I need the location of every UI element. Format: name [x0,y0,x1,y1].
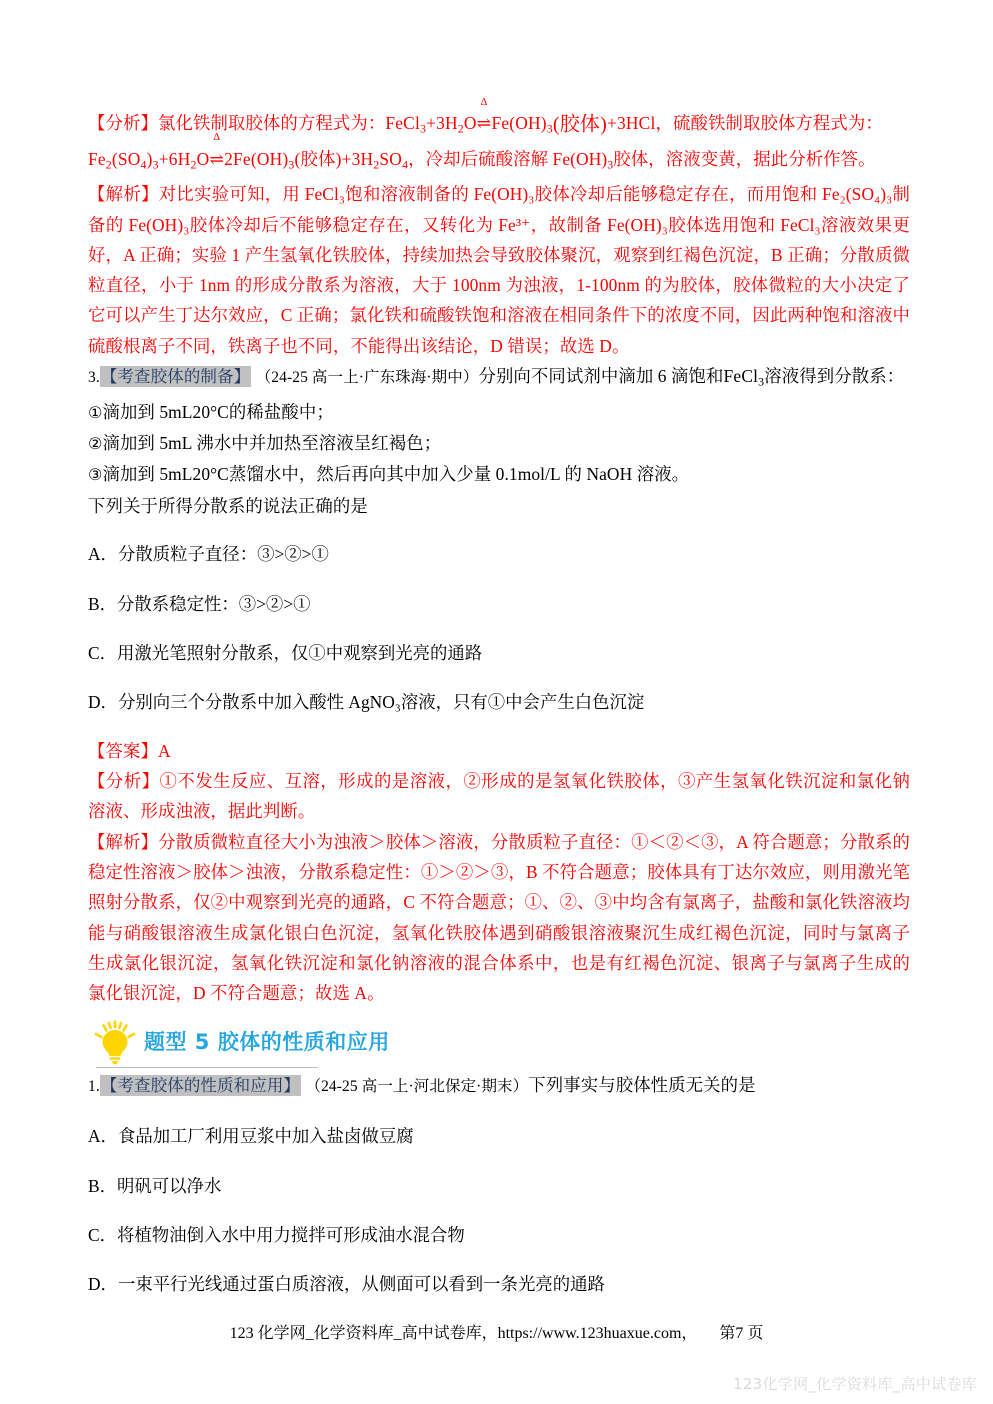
option-label: B． [88,1175,117,1196]
equation-fe2so43: $Fe_2(SO_4)_3+6H_2O$ Δ $\rightleftharpoons 2Fe(OH)_3$(胶体)$+3H_2SO_4$ [88,149,408,169]
condition-2 [88,428,910,459]
s5q1-stem [88,1070,910,1102]
condition-text: 滴加到 5mL20°C的稀盐酸中； [102,401,334,422]
sub: 3 [758,374,765,389]
answer-value: A [157,740,171,761]
arrow: ⇌ [209,148,225,169]
solution-label: 【解析】 [88,831,159,852]
option-text: 将植物油倒入水中用力搅拌可形成油水混合物 [117,1224,465,1245]
s5q1-option-d[interactable] [88,1268,910,1300]
section-title: 题型 5 胶体的性质和应用 [144,1030,390,1055]
question3-stem-text-2: 溶液得到分散系： [764,366,905,386]
q2-solution-paragraph [88,179,910,361]
question-number: 3. [88,369,100,386]
delta-symbol: Δ [480,95,488,108]
section-heading [88,1022,910,1066]
analysis-label: 【分析】 [88,771,160,792]
sub: 3 [152,156,159,171]
q2-analysis-paragraph [88,95,910,144]
option-label: D． [88,1274,118,1295]
condition-text: 滴加到 5mL 沸水中并加热至溶液呈红褐色； [102,432,442,453]
delta-symbol: Δ [213,131,221,144]
sub: 2 [373,156,380,171]
equilibrium-arrow-with-delta-2 [209,131,225,174]
option-label: B． [88,593,117,614]
question3-prompt: 下列关于所得分散系的说法正确的是 [88,495,368,516]
q2-analysis-paragraph-2 [88,131,910,180]
question3-option-d[interactable] [88,686,910,718]
option-text: 一束平行光线通过蛋白质溶液，从侧面可以看到一条光亮的通路 [117,1274,605,1295]
question-number: 1. [88,1078,100,1096]
question3-solution [88,827,910,1009]
option-text: 用激光笔照射分散系，仅①中观察到光亮的通路 [117,642,483,663]
sub: 2 [190,156,197,171]
option-label: A． [88,544,118,565]
analysis-text-1: 氯化铁制取胶体的方程式为： [157,113,386,133]
s5q1-option-a[interactable] [88,1120,910,1152]
equilibrium-arrow-with-delta [476,95,492,138]
condition-3 [88,459,910,490]
option-label: D． [88,692,118,713]
sub: 3 [419,121,427,136]
option-label: C． [88,642,117,663]
question-tag-badge[interactable]: 【考查胶体的性质和应用】 [100,1076,301,1096]
question-source: （24-25 高一上·广东珠海·期中） [255,369,479,386]
solution-text: 对比实验可知，用 FeCl₃饱和溶液制备的 Fe(OH)₃胶体冷却后能够稳定存在，而用饱和 Fe₂(SO₄)₃制备的 Fe(OH)₃胶体冷却后不能够稳定存在，又转化为 Fe³⁺，故制备 Fe(OH)₃胶体选用饱和 FeCl₃溶液效果更好，A 正确；实验 1 产生氢氧化铁胶体，持续加热会导致胶体聚沉，观察到红褐色沉淀，B 正确；分散质微粒直径，小于 1nm 的形成分散系为溶液，大于 100nm 为浊液，1-100nm 的为胶体，胶体微粒的大小决定了它可以产生丁达尔效应，C 正确；氯化铁和硫酸铁饱和溶液在相同条件下的浓度不同，因此两种饱和溶液中硫酸根离子不同，铁离子也不同，不能得出该结论，D 错误；故选 D。 [88,184,911,356]
s5q1-option-c[interactable] [88,1219,910,1251]
colloid-paren-2: (胶体) [294,148,342,169]
sub: 3 [546,121,553,136]
colloid-paren: (胶体) [552,113,607,136]
sub: 3 [607,156,614,171]
page-content [88,95,911,1318]
analysis-text-3: ，冷却后硫酸溶解 Fe(OH) [408,148,608,169]
sub: 2 [105,156,112,171]
circled-number: ② [88,433,103,453]
fecl3-formula: FeCl$_3$ [723,366,765,389]
arrow: ⇌ [476,113,492,133]
footer-text: 123 化学网_化学资料库_高中试卷库，https://www.123huaxue.com， [229,1325,698,1342]
question3-option-c[interactable] [88,637,910,669]
answer-label: 【答案】 [88,740,158,761]
option-label: C． [88,1224,117,1245]
option-text: 分散系稳定性：③>②>① [117,593,311,614]
analysis-text-4: 胶体，溶液变黄，据此分析作答。 [613,148,876,169]
section-divider [96,1067,318,1068]
page-footer [0,1320,993,1343]
option-text: 食品加工厂利用豆浆中加入盐卤做豆腐 [117,1126,414,1147]
question3-stem [88,361,910,397]
analysis-text: ①不发生反应、互溶，形成的是溶液，②形成的是氢氧化铁胶体，③产生氢氧化铁沉淀和氯化钠溶液、形成浊液，据此判断。 [88,771,910,822]
question3-answer [88,736,910,766]
question3-option-b[interactable] [88,588,910,620]
option-text: 明矾可以净水 [117,1175,222,1196]
equation-fecl3: $FeCl_3+3H_2O$ Δ $\rightleftharpoons Fe(OH)_3$(胶体)+3HCl [385,113,655,133]
circled-number: ③ [88,465,103,485]
question3-option-a[interactable] [88,538,910,570]
solution-text: 分散质微粒直径大小为浊液＞胶体＞溶液，分散质粒子直径：①＜②＜③，A 符合题意；分散系的稳定性溶液＞胶体＞浊液，分散系稳定性：①＞②＞③，B 不符合题意；胶体具有丁达尔效应，则用激光笔照射分散系，仅②中观察到光亮的通路，C 不符合题意；①、②、③中均含有氯离子，盐酸和氯化铁溶液均能与硝酸银溶液生成氯化银白色沉淀，氢氧化铁胶体遇到硝酸银溶液聚沉生成红褐色沉淀，同时与氯离子生成氯化银沉淀，氢氧化铁沉淀和氯化钠溶液的混合体系中，也是有红褐色沉淀、银离子与氯离子生成的氯化银沉淀，D 不符合题意；故选 A。 [88,831,910,1004]
sub: 4 [140,156,147,171]
circled-number: ① [88,402,103,422]
condition-1 [88,397,910,428]
condition-text: 滴加到 5mL20°C蒸馏水中，然后再向其中加入少量 0.1mol/L 的 NaOH 溶液。 [102,464,690,485]
sub: 4 [402,156,409,171]
page-number: 第7 页 [719,1325,764,1342]
option-text: 分别向三个分散系中加入酸性 AgNO₃溶液，只有①中会产生白色沉淀 [117,692,645,713]
lightbulb-icon [92,1020,138,1066]
question3-stem-text-1: 分别向不同试剂中滴加 6 滴饱和 [478,366,724,386]
question-source: （24-25 高一上·河北保定·期末） [305,1078,529,1096]
s5q1-stem-text: 下列事实与胶体性质无关的是 [528,1075,756,1096]
analysis-text-2: ，硫酸铁制取胶体方程式为： [655,113,883,133]
sub: 2 [457,121,464,136]
watermark: 123化学网_化学资料库_高中试卷库 [732,1375,977,1393]
question-tag-badge[interactable]: 【考查胶体的制备】 [100,367,251,386]
solution-label: 【解析】 [88,184,159,205]
option-text: 分散质粒子直径：③>②>① [117,544,329,565]
analysis-label: 【分析】 [88,113,158,133]
option-label: A． [88,1126,118,1147]
s5q1-option-b[interactable] [88,1170,910,1202]
sub: 3 [288,156,295,171]
question3-analysis [88,766,910,827]
